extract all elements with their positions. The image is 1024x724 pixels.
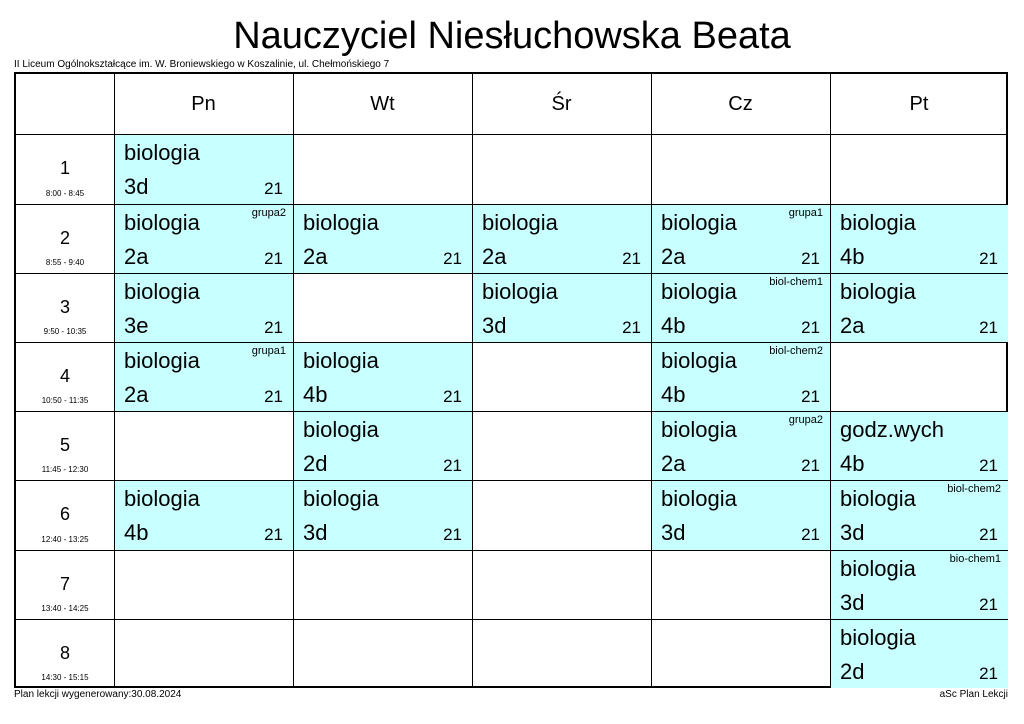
lesson-subject: biologia <box>124 140 200 165</box>
grid-line <box>16 204 1008 205</box>
lesson-cell[interactable] <box>115 135 293 204</box>
lesson-room: 21 <box>443 387 462 406</box>
grid-line <box>114 74 115 688</box>
period-number: 8 <box>59 643 70 663</box>
period-number: 2 <box>59 228 70 248</box>
lesson-cell[interactable] <box>652 274 830 342</box>
period-time: 12:40 - 13:25 <box>41 535 89 544</box>
school-info: II Liceum Ogólnokształcące im. W. Broniewskiego w Koszalinie, ul. Chełmońskiego 7 <box>14 59 390 70</box>
lesson-room: 21 <box>979 456 998 475</box>
lesson-subject: biologia <box>661 279 737 304</box>
lesson-cell[interactable] <box>115 205 293 273</box>
lesson-class: 2d <box>840 659 865 684</box>
grid-line <box>472 74 473 688</box>
period-label <box>16 480 114 550</box>
lesson-room: 21 <box>801 456 820 475</box>
lesson-room: 21 <box>443 249 462 268</box>
lesson-cell[interactable] <box>831 412 1008 480</box>
lesson-class: 4b <box>840 451 865 476</box>
lesson-cell[interactable] <box>294 412 472 480</box>
period-label <box>16 550 114 619</box>
grid-line <box>651 74 652 688</box>
period-label <box>16 134 114 204</box>
lesson-subject: biologia <box>482 210 558 235</box>
period-label <box>16 342 114 411</box>
lesson-subject: biologia <box>303 210 379 235</box>
lesson-subject: biologia <box>840 556 916 581</box>
lesson-room: 21 <box>264 179 283 198</box>
lesson-room: 21 <box>622 249 641 268</box>
page-title: Nauczyciel Niesłuchowska Beata <box>233 15 791 57</box>
period-time: 8:55 - 9:40 <box>45 258 85 267</box>
day-header: Wt <box>370 92 395 115</box>
day-header: Pn <box>191 92 216 115</box>
day-header: Cz <box>728 92 753 115</box>
lesson-class: 2a <box>124 382 149 407</box>
lesson-subject: biologia <box>840 279 916 304</box>
grid-line <box>293 74 294 688</box>
period-label <box>16 411 114 480</box>
lesson-cell[interactable] <box>831 274 1008 342</box>
lesson-class: 2a <box>303 244 328 269</box>
lesson-subject: biologia <box>303 486 379 511</box>
lesson-cell[interactable] <box>294 481 472 550</box>
lesson-cell[interactable] <box>652 481 830 550</box>
grid-line <box>16 411 1008 412</box>
grid-line <box>16 619 1008 620</box>
lesson-cell[interactable] <box>473 274 651 342</box>
lesson-class: 4b <box>303 382 328 407</box>
lesson-group: grupa1 <box>788 207 823 219</box>
lesson-cell[interactable] <box>831 620 1008 688</box>
lesson-class: 3d <box>303 520 328 545</box>
lesson-cell[interactable] <box>831 205 1008 273</box>
lesson-group: grupa2 <box>251 207 286 219</box>
lesson-cell[interactable] <box>294 343 472 411</box>
lesson-class: 3d <box>124 174 149 199</box>
lesson-subject: biologia <box>124 486 200 511</box>
lesson-class: 2a <box>482 244 507 269</box>
lesson-room: 21 <box>801 318 820 337</box>
lesson-room: 21 <box>979 525 998 544</box>
lesson-class: 3e <box>124 313 149 338</box>
period-number: 1 <box>59 158 70 178</box>
lesson-class: 4b <box>661 313 686 338</box>
lesson-subject: biologia <box>482 279 558 304</box>
lesson-room: 21 <box>979 318 998 337</box>
day-header: Pt <box>909 92 929 115</box>
lesson-subject: biologia <box>124 279 200 304</box>
lesson-subject: biologia <box>303 348 379 373</box>
period-number: 4 <box>59 366 70 386</box>
lesson-subject: biologia <box>124 348 200 373</box>
lesson-class: 2a <box>661 244 686 269</box>
lesson-class: 2d <box>303 451 328 476</box>
lesson-cell[interactable] <box>831 551 1008 619</box>
lesson-room: 21 <box>264 249 283 268</box>
lesson-subject: godz.wych <box>840 417 944 442</box>
lesson-group: grupa2 <box>788 414 823 426</box>
lesson-subject: biologia <box>124 210 200 235</box>
lesson-class: 3d <box>840 520 865 545</box>
period-number: 5 <box>59 435 70 455</box>
period-time: 10:50 - 11:35 <box>41 396 89 405</box>
lesson-subject: biologia <box>661 417 737 442</box>
period-time: 14:30 - 15:15 <box>41 673 89 682</box>
lesson-group: biol-chem2 <box>947 483 1001 495</box>
lesson-class: 4b <box>661 382 686 407</box>
lesson-cell[interactable] <box>652 205 830 273</box>
lesson-subject: biologia <box>661 348 737 373</box>
lesson-class: 3d <box>661 520 686 545</box>
lesson-room: 21 <box>443 456 462 475</box>
lesson-class: 3d <box>840 590 865 615</box>
lesson-subject: biologia <box>840 486 916 511</box>
lesson-room: 21 <box>801 525 820 544</box>
lesson-class: 3d <box>482 313 507 338</box>
lesson-subject: biologia <box>661 486 737 511</box>
period-time: 9:50 - 10:35 <box>43 327 87 336</box>
period-time: 8:00 - 8:45 <box>45 189 85 198</box>
lesson-cell[interactable] <box>115 343 293 411</box>
app-name: aSc Plan Lekcji <box>939 689 1008 700</box>
lesson-group: biol-chem1 <box>769 276 823 288</box>
period-label <box>16 273 114 342</box>
lesson-room: 21 <box>801 387 820 406</box>
day-header: Śr <box>551 92 572 115</box>
period-number: 3 <box>59 297 70 317</box>
lesson-room: 21 <box>979 664 998 683</box>
lesson-class: 4b <box>840 244 865 269</box>
lesson-class: 2a <box>840 313 865 338</box>
lesson-room: 21 <box>979 249 998 268</box>
lesson-room: 21 <box>443 525 462 544</box>
lesson-cell[interactable] <box>115 481 293 550</box>
lesson-class: 2a <box>661 451 686 476</box>
lesson-room: 21 <box>264 525 283 544</box>
grid-line <box>16 134 1008 135</box>
grid-line <box>16 273 1008 274</box>
period-time: 13:40 - 14:25 <box>41 604 89 613</box>
lesson-room: 21 <box>979 595 998 614</box>
lesson-group: bio-chem1 <box>949 553 1001 565</box>
lesson-subject: biologia <box>303 417 379 442</box>
lesson-subject: biologia <box>840 625 916 650</box>
lesson-cell[interactable] <box>831 481 1008 550</box>
grid-line <box>16 550 1008 551</box>
lesson-cell[interactable] <box>652 343 830 411</box>
period-time: 11:45 - 12:30 <box>41 465 89 474</box>
lesson-subject: biologia <box>661 210 737 235</box>
lesson-class: 4b <box>124 520 149 545</box>
lesson-room: 21 <box>801 249 820 268</box>
grid-line <box>16 342 1008 343</box>
grid-line <box>16 480 1008 481</box>
lesson-cell[interactable] <box>652 412 830 480</box>
lesson-cell[interactable] <box>115 274 293 342</box>
lesson-cell[interactable] <box>473 205 651 273</box>
lesson-room: 21 <box>264 318 283 337</box>
lesson-group: biol-chem2 <box>769 345 823 357</box>
lesson-class: 2a <box>124 244 149 269</box>
generated-date: Plan lekcji wygenerowany:30.08.2024 <box>14 689 182 700</box>
lesson-subject: biologia <box>840 210 916 235</box>
period-number: 7 <box>59 574 70 594</box>
period-label <box>16 619 114 688</box>
period-number: 6 <box>59 504 70 524</box>
lesson-cell[interactable] <box>294 205 472 273</box>
grid-line <box>830 74 831 688</box>
period-label <box>16 204 114 273</box>
lesson-room: 21 <box>622 318 641 337</box>
lesson-group: grupa1 <box>251 345 286 357</box>
lesson-room: 21 <box>264 387 283 406</box>
